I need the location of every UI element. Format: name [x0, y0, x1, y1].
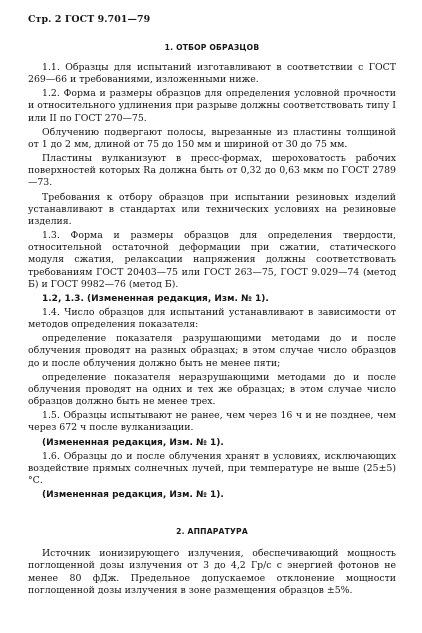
paragraph: 1.4. Число образцов для испытаний устанавливают в зависимости от методов определения показателя: — [28, 306, 396, 331]
section-body-apparatus — [28, 548, 396, 597]
paragraph: 1.1. Образцы для испытаний изготавливают в соответствии с ГОСТ 269—66 и требованиями, изложенными ниже. — [28, 62, 396, 86]
amendment-note: (Измененная редакция, Изм. № 1). — [42, 490, 224, 501]
amendment-note: 1.2, 1.3. (Измененная редакция, Изм. № 1). — [42, 293, 269, 304]
page-header: Стр. 2 ГОСТ 9.701—79 — [28, 14, 151, 25]
paragraph: 1.2. Форма и размеры образцов для определения условной прочности и относительного удлинения при разрыве должны соответствовать типу I или II по ГОСТ 270—75. — [28, 88, 396, 124]
paragraph: 1.6. Образцы до и после облучения хранят в условиях, исключающих воздействие прямых солнечных лучей, при температуре не выше (25±5)°С. — [28, 450, 396, 486]
paragraph: 1.3. Форма и размеры образцов для определения твердости, относительной остаточной деформации при сжатии, статического модуля сжатия, релаксации напряжения должны соответствовать требованиям ГОСТ 20403—75 или ГОСТ 263—75, ГОСТ 9.029—74 (метод Б) и ГОСТ 9982—76 (метод Б). — [28, 230, 396, 290]
paragraph: Облучению подвергают полосы, вырезанные из пластины толщиной от 1 до 2 мм, длиной от 75 до 150 мм и шириной от 30 до 75 мм. — [28, 126, 396, 150]
paragraph: Требования к отбору образцов при испытании резиновых изделий устанавливают в стандартах или технических условиях на резиновые изделия. — [28, 191, 396, 227]
paragraph: 1.5. Образцы испытывают не ранее, чем через 16 ч и не позднее, чем через 672 ч после вулканизации. — [28, 410, 396, 434]
paragraph: Пластины вулканизуют в пресс-формах, шероховатость рабочих поверхностей которых Ra должна быть от 0,32 до 0,63 мкм по ГОСТ 2789—73. — [28, 153, 396, 189]
paragraph: определение показателя разрушающими методами до и после облучения проводят на разных образцах; в этом случае число образцов до и после облучения должно быть не менее пяти; — [28, 333, 396, 369]
paragraph: определение показателя неразрушающими методами до и после облучения проводят на одних и тех же образцах; в этом случае число образцов должно быть не менее трех. — [28, 371, 396, 408]
paragraph: Источник ионизирующего излучения, обеспечивающий мощность поглощенной дозы излучения от 3 до 4,2 Гр/с с энергией фотонов не менее 80 фДж. Предельное допускаемое отклонение мощности поглощенной дозы излучения в зоне размещения образцов ±5%. — [28, 548, 396, 596]
amendment-note: (Измененная редакция, Изм. № 1). — [42, 437, 224, 448]
section-body-sampling — [28, 62, 396, 501]
section-title-apparatus: 2. АППАРАТУРА — [176, 527, 248, 537]
section-title-sampling: 1. ОТБОР ОБРАЗЦОВ — [164, 43, 260, 52]
